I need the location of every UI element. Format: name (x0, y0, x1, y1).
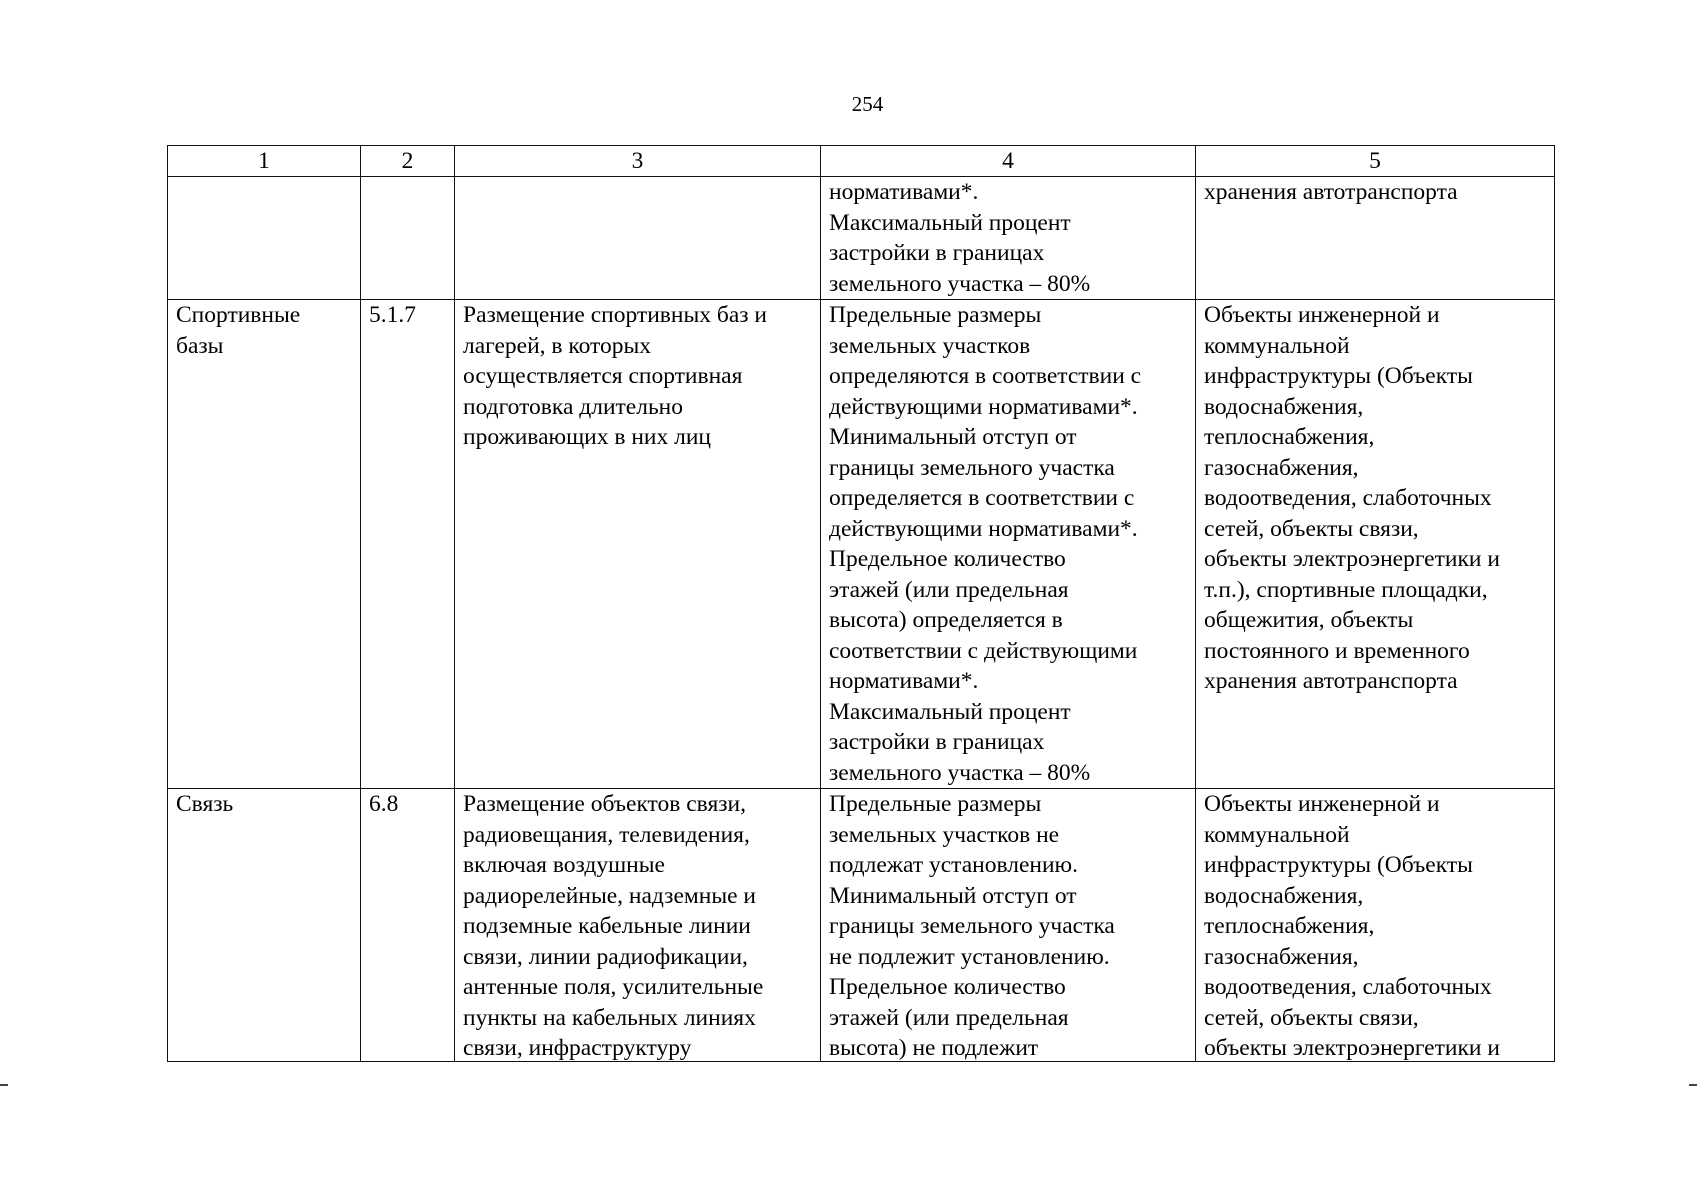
column-header-1: 1 (168, 146, 361, 177)
column-header-4: 4 (821, 146, 1196, 177)
table-row-sport-bases (168, 300, 1555, 789)
cell-code: 5.1.7 (361, 300, 455, 789)
cell-code: 6.8 (361, 789, 455, 1062)
table-row-continuation (168, 177, 1555, 300)
column-header-5: 5 (1196, 146, 1555, 177)
scan-edge-mark-right (1689, 1084, 1697, 1086)
cell-description: Размещение спортивных баз и лагерей, в которых осуществляется спортивная подготовка длительно проживающих в них лиц (455, 300, 821, 789)
table-row-communications (168, 789, 1555, 1062)
page-number: 254 (851, 92, 884, 116)
cell-name: Спортивные базы (168, 300, 361, 789)
cell-description: Размещение объектов связи, радиовещания, телевидения, включая воздушные радиорелейные, надземные и подземные кабельные линии связи, линии радиофикации, антенные поля, усилительные пункты на кабельных линиях связи, инфраструктуру (455, 789, 821, 1062)
cell-name: Связь (168, 789, 361, 1062)
land-use-table (167, 145, 1555, 1062)
header-row (168, 146, 1555, 177)
cell-code (361, 177, 455, 300)
cell-name (168, 177, 361, 300)
scan-edge-mark-left (0, 1084, 8, 1086)
column-header-3: 3 (455, 146, 821, 177)
cell-description (455, 177, 821, 300)
cell-auxiliary: Объекты инженерной и коммунальной инфраструктуры (Объекты водоснабжения, теплоснабжения, газоснабжения, водоотведения, слаботочных сетей, объекты связи, объекты электроэнергетики и т.п.), спортивные площадки, общежития, объекты постоянного и временного хранения автотранспорта (1196, 300, 1555, 789)
table-header (168, 146, 1555, 177)
cell-parameters: нормативами*. Максимальный процент застройки в границах земельного участка – 80% (821, 177, 1196, 300)
column-header-2: 2 (361, 146, 455, 177)
table-body (168, 177, 1555, 1062)
cell-auxiliary: хранения автотранспорта (1196, 177, 1555, 300)
cell-parameters: Предельные размеры земельных участков определяются в соответствии с действующими нормативами*. Минимальный отступ от границы земельного участка определяется в соответствии с действующими нормативами*. Предельное количество этажей (или предельная высота) определяется в соответствии с действующими нормативами*. Максимальный процент застройки в границах земельного участка – 80% (821, 300, 1196, 789)
cell-auxiliary: Объекты инженерной и коммунальной инфраструктуры (Объекты водоснабжения, теплоснабжения, газоснабжения, водоотведения, слаботочных сетей, объекты связи, объекты электроэнергетики и (1196, 789, 1555, 1062)
cell-parameters: Предельные размеры земельных участков не подлежат установлению. Минимальный отступ от границы земельного участка не подлежит установлению. Предельное количество этажей (или предельная высота) не подлежит (821, 789, 1196, 1062)
